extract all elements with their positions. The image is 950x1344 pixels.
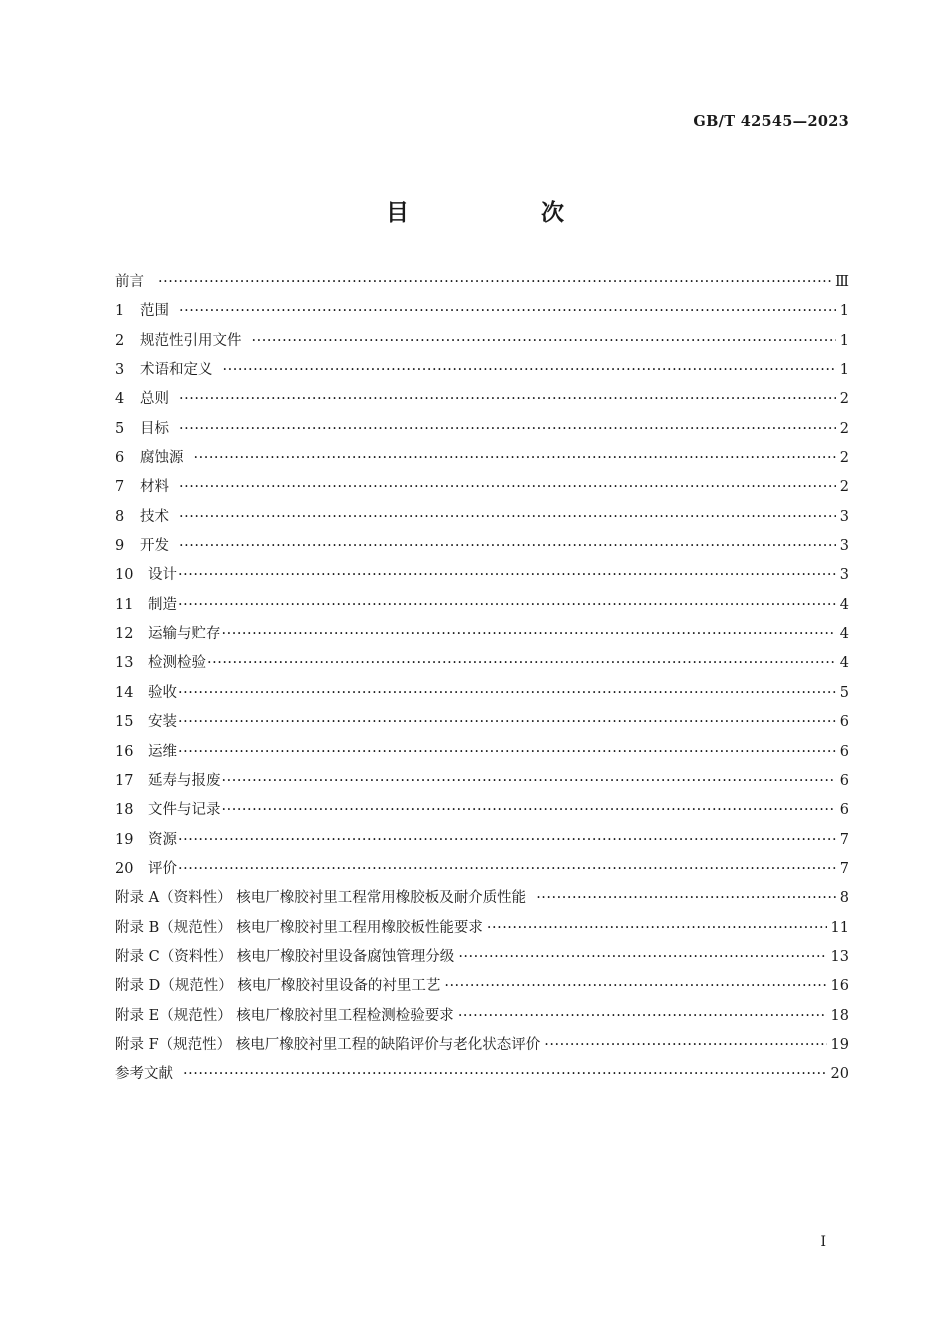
toc-page: 8 (839, 890, 849, 907)
toc-label: 腐蚀源 (140, 450, 184, 467)
toc-row[interactable] (115, 563, 849, 592)
toc-row[interactable] (115, 681, 849, 710)
toc-label: 检测检验 (148, 655, 206, 672)
toc-row[interactable] (115, 769, 849, 798)
dot-leader (179, 509, 836, 525)
dot-leader (178, 597, 836, 613)
toc-label: 技术 (140, 508, 169, 525)
toc-page: 1 (839, 303, 849, 320)
toc-label: 规范性引用文件 (140, 332, 242, 349)
toc-label: 材料 (140, 479, 169, 496)
toc-number: 18 (115, 802, 134, 819)
toc-row[interactable] (115, 446, 849, 475)
toc-page: 13 (830, 948, 849, 965)
toc-page: 3 (839, 567, 849, 584)
toc-row[interactable] (115, 534, 849, 563)
toc-number: 19 (115, 831, 134, 848)
toc-number: 9 (115, 538, 125, 555)
toc-page: 20 (830, 1066, 849, 1083)
dot-leader (178, 685, 836, 701)
dot-leader (458, 949, 826, 965)
toc-row[interactable] (115, 329, 849, 358)
dot-leader (252, 333, 836, 349)
toc-page: 4 (839, 626, 849, 643)
toc-label: 制造 (148, 596, 177, 613)
toc-page: 3 (839, 538, 849, 555)
toc-row[interactable] (115, 358, 849, 387)
toc-label: 附录 F（规范性） 核电厂橡胶衬里工程的缺陷评价与老化状态评价 (115, 1036, 541, 1053)
toc-row-appendix-d[interactable] (115, 974, 849, 1003)
toc-page: 6 (839, 714, 849, 731)
dot-leader (183, 1066, 827, 1082)
toc-label: 运输与贮存 (148, 626, 221, 643)
toc-page: 1 (839, 362, 849, 379)
toc-label: 文件与记录 (148, 802, 221, 819)
toc-page: 6 (839, 802, 849, 819)
toc-page: 1 (839, 332, 849, 349)
toc-row-appendix-f[interactable] (115, 1033, 849, 1062)
toc-row-appendix-c[interactable] (115, 945, 849, 974)
toc-number: 12 (115, 626, 134, 643)
toc-page: 5 (839, 684, 849, 701)
toc-page: 2 (839, 420, 849, 437)
toc-number: 8 (115, 508, 125, 525)
toc-page: 16 (830, 978, 849, 995)
toc-label: 附录 E（规范性） 核电厂橡胶衬里工程检测检验要求 (115, 1007, 454, 1024)
dot-leader (179, 538, 836, 554)
page-title: 目 次 (385, 199, 626, 226)
toc-number: 2 (115, 332, 125, 349)
toc-row[interactable] (115, 740, 849, 769)
dot-leader (179, 479, 836, 495)
toc-number: 13 (115, 655, 134, 672)
toc-label: 验收 (148, 684, 177, 701)
toc-row[interactable] (115, 651, 849, 680)
standard-code: GB/T 42545—2023 (693, 113, 849, 130)
toc-label: 设计 (148, 567, 177, 584)
dot-leader (544, 1037, 826, 1053)
toc-page: 7 (839, 860, 849, 877)
toc-label: 附录 A（资料性） 核电厂橡胶衬里工程常用橡胶板及耐介质性能 (115, 890, 527, 907)
toc-number: 11 (115, 596, 134, 613)
dot-leader (222, 773, 836, 789)
toc-page: 18 (830, 1007, 849, 1024)
toc-row[interactable] (115, 417, 849, 446)
toc-page: 19 (830, 1036, 849, 1053)
toc-page: 6 (839, 743, 849, 760)
toc-row[interactable] (115, 710, 849, 739)
toc-page: 4 (839, 596, 849, 613)
toc-page: 2 (839, 479, 849, 496)
page-number: Ⅰ (820, 1234, 826, 1250)
dot-leader (207, 655, 836, 671)
toc-number: 20 (115, 860, 134, 877)
toc-row[interactable] (115, 857, 849, 886)
toc-row[interactable] (115, 593, 849, 622)
toc-row-appendix-e[interactable] (115, 1004, 849, 1033)
toc-label: 参考文献 (115, 1066, 173, 1083)
toc-row[interactable] (115, 270, 849, 299)
toc-row-references[interactable] (115, 1062, 849, 1091)
toc-page: 7 (839, 831, 849, 848)
toc-row[interactable] (115, 505, 849, 534)
dot-leader (458, 1008, 827, 1024)
toc-label: 总则 (140, 391, 169, 408)
dot-leader (178, 567, 836, 583)
toc-number: 5 (115, 420, 125, 437)
toc-label: 范围 (140, 303, 169, 320)
toc-label: 术语和定义 (140, 362, 213, 379)
toc-page: Ⅲ (835, 274, 849, 290)
toc-number: 3 (115, 362, 125, 379)
toc-number: 16 (115, 743, 134, 760)
toc-label: 开发 (140, 538, 169, 555)
toc-page: 3 (839, 508, 849, 525)
toc-row[interactable] (115, 387, 849, 416)
toc-number: 7 (115, 479, 125, 496)
toc-label: 资源 (148, 831, 177, 848)
dot-leader (179, 391, 836, 407)
dot-leader (194, 450, 836, 466)
toc-page: 2 (839, 391, 849, 408)
toc-row-appendix-a[interactable] (115, 886, 849, 915)
dot-leader (222, 802, 836, 818)
dot-leader (178, 861, 836, 877)
dot-leader (178, 714, 836, 730)
toc-label: 目标 (140, 420, 169, 437)
dot-leader (178, 832, 836, 848)
toc-row[interactable] (115, 622, 849, 651)
dot-leader (179, 303, 836, 319)
toc-label: 附录 C（资料性） 核电厂橡胶衬里设备腐蚀管理分级 (115, 948, 455, 965)
toc-page: 2 (839, 450, 849, 467)
toc-label: 附录 D（规范性） 核电厂橡胶衬里设备的衬里工艺 (115, 978, 441, 995)
toc-row[interactable] (115, 798, 849, 827)
toc-label: 前言 (115, 274, 144, 290)
toc-number: 10 (115, 567, 134, 584)
toc-number: 17 (115, 772, 134, 789)
toc-row[interactable] (115, 475, 849, 504)
dot-leader (487, 920, 827, 936)
toc-number: 4 (115, 391, 125, 408)
toc-number: 15 (115, 714, 134, 731)
toc-label: 运维 (148, 743, 177, 760)
toc-row-appendix-b[interactable] (115, 916, 849, 945)
dot-leader (223, 362, 836, 378)
toc-label: 评价 (148, 860, 177, 877)
dot-leader (444, 978, 826, 994)
toc-page: 4 (839, 655, 849, 672)
toc-number: 6 (115, 450, 125, 467)
dot-leader (222, 626, 836, 642)
dot-leader (178, 744, 836, 760)
toc-number: 14 (115, 684, 134, 701)
toc-row[interactable] (115, 299, 849, 328)
toc-label: 附录 B（规范性） 核电厂橡胶衬里工程用橡胶板性能要求 (115, 919, 483, 936)
toc-row[interactable] (115, 828, 849, 857)
dot-leader (536, 890, 836, 906)
toc-page: 11 (830, 919, 849, 936)
toc-label: 安装 (148, 714, 177, 731)
dot-leader (179, 421, 836, 437)
toc-label: 延寿与报废 (148, 772, 221, 789)
toc-number: 1 (115, 303, 125, 320)
dot-leader (158, 274, 831, 290)
toc-page: 6 (839, 772, 849, 789)
table-of-contents (115, 270, 849, 1092)
